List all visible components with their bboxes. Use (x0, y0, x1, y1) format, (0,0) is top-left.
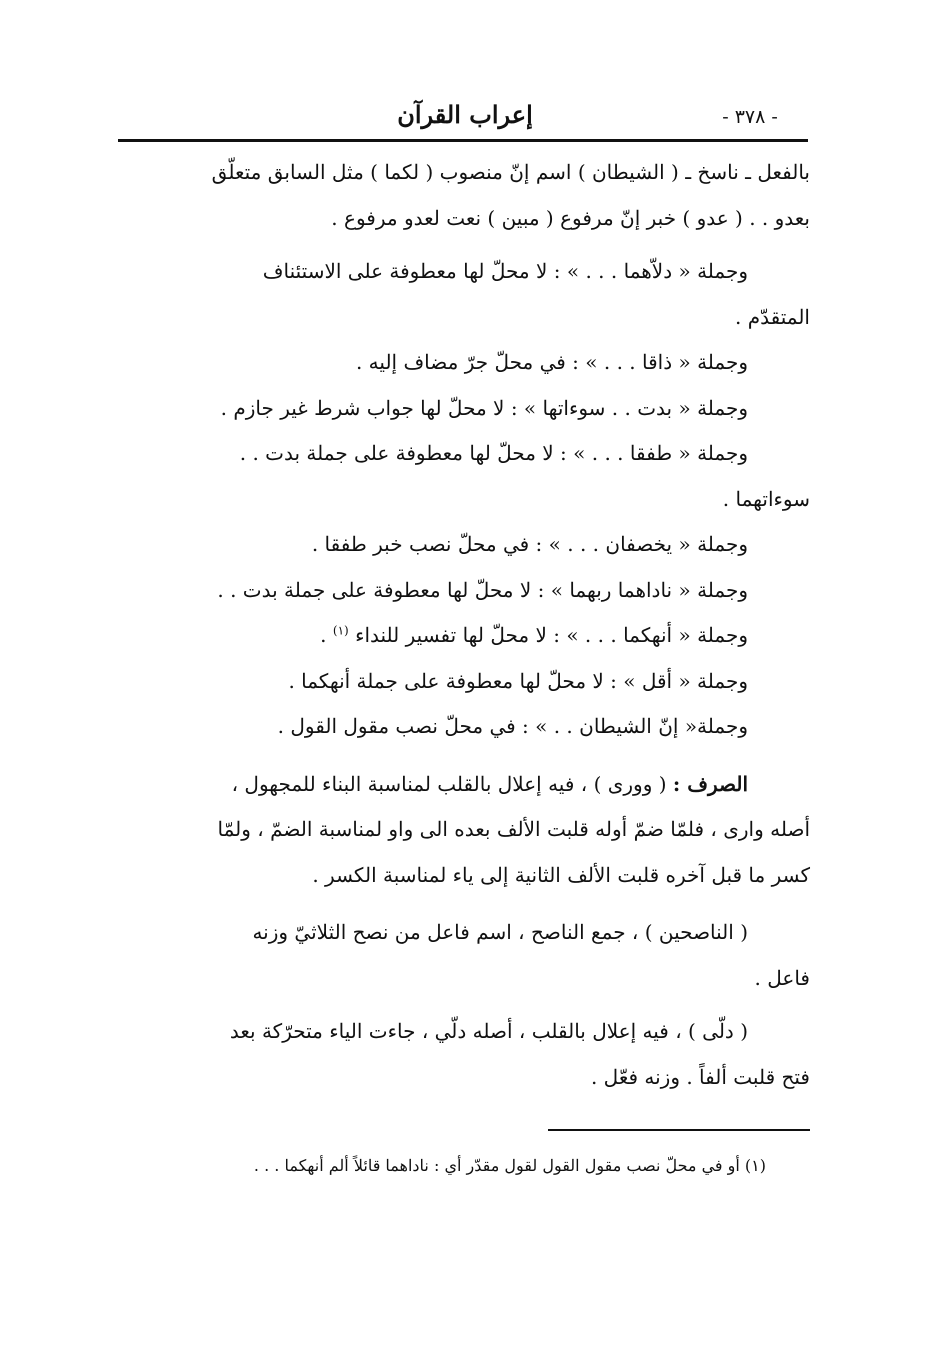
text-line: وجملة« إنّ الشيطان . . » : في محلّ نصب مقول القول . (277, 714, 748, 738)
text-line: ( الناصحين ) ، جمع الناصح ، اسم فاعل من نصح الثلاثيّ وزنه (252, 920, 748, 944)
text-line: ( دلّى ) ، فيه إعلال بالقلب ، أصله دلّي ، جاءت الياء متحرّكة بعد (229, 1019, 748, 1043)
text-line: وجملة « أقل » : لا محلّ لها معطوفة على جملة أنهكما . (288, 668, 748, 693)
footnote-reference: (١) (332, 623, 349, 638)
text-line: وجملة « ناداهما ربهما » : لا محلّ لها معطوفة على جملة بدت . . (217, 577, 748, 602)
text-line: فتح قلبت ألفاً . وزنه فعّل . (590, 1064, 810, 1089)
text-line: وجملة « يخصفان . . . » : في محلّ نصب خبر طفقا . (311, 532, 748, 556)
text-line: وجملة « بدت . . سوءاتها » : لا محلّ لها جواب شرط غير جازم . (220, 395, 748, 420)
text-line: فاعل . (754, 965, 810, 990)
text-line: ( وورى ) ، فيه إعلال بالقلب لمناسبة البناء للمجهول ، (231, 771, 667, 796)
body-text (114, 150, 810, 1100)
text-line: أصله وارى ، فلمّا ضمّ أوله قلبت الألف بعده الى واو لمناسبة الضمّ ، ولمّا (217, 817, 810, 841)
sarf-paragraph-line (114, 762, 810, 808)
sarf-label: الصرف : (672, 771, 748, 796)
text-line: كسر ما قبل آخره قلبت الألف الثانية إلى ياء لمناسبة الكسر . (312, 862, 810, 887)
text-line: سوءاتهما . (722, 486, 810, 511)
text-line: وجملة « ذاقا . . . » : في محلّ جرّ مضاف إليه . (355, 350, 748, 374)
text-line: وجملة « أنهكما . . . » : لا محلّ لها تفسير للنداء (355, 623, 748, 647)
text-line: بعدو . . ( عدو ) خبر إنّ مرفوع ( مبين ) نعت لعدو مرفوع . (331, 205, 810, 230)
footnote-rule (548, 1129, 810, 1131)
text-line: وجملة « طفقا . . . » : لا محلّ لها معطوفة على جملة بدت . . (239, 441, 748, 465)
page-number: - ٣٧٨ - (722, 106, 778, 128)
text-line: المتقدّم . (735, 304, 810, 329)
text-line: وجملة « دلاّهما . . . » : لا محلّ لها معطوفة على الاستئناف (262, 259, 748, 283)
footnote: (١) أو في محلّ نصب مقول القول لقول مقدّر أي : ناداهما قائلاً ألم أنهكما . . . (253, 1156, 766, 1175)
text-line: بالفعل ـ ناسخ ـ ( الشيطان ) اسم إنّ منصوب ( لكما ) مثل السابق متعلّق (211, 160, 810, 184)
header-rule (118, 139, 808, 142)
book-title: إعراب القرآن (397, 100, 533, 129)
text-line-end: . (320, 623, 333, 647)
text-line-with-footnote-ref (114, 613, 810, 659)
